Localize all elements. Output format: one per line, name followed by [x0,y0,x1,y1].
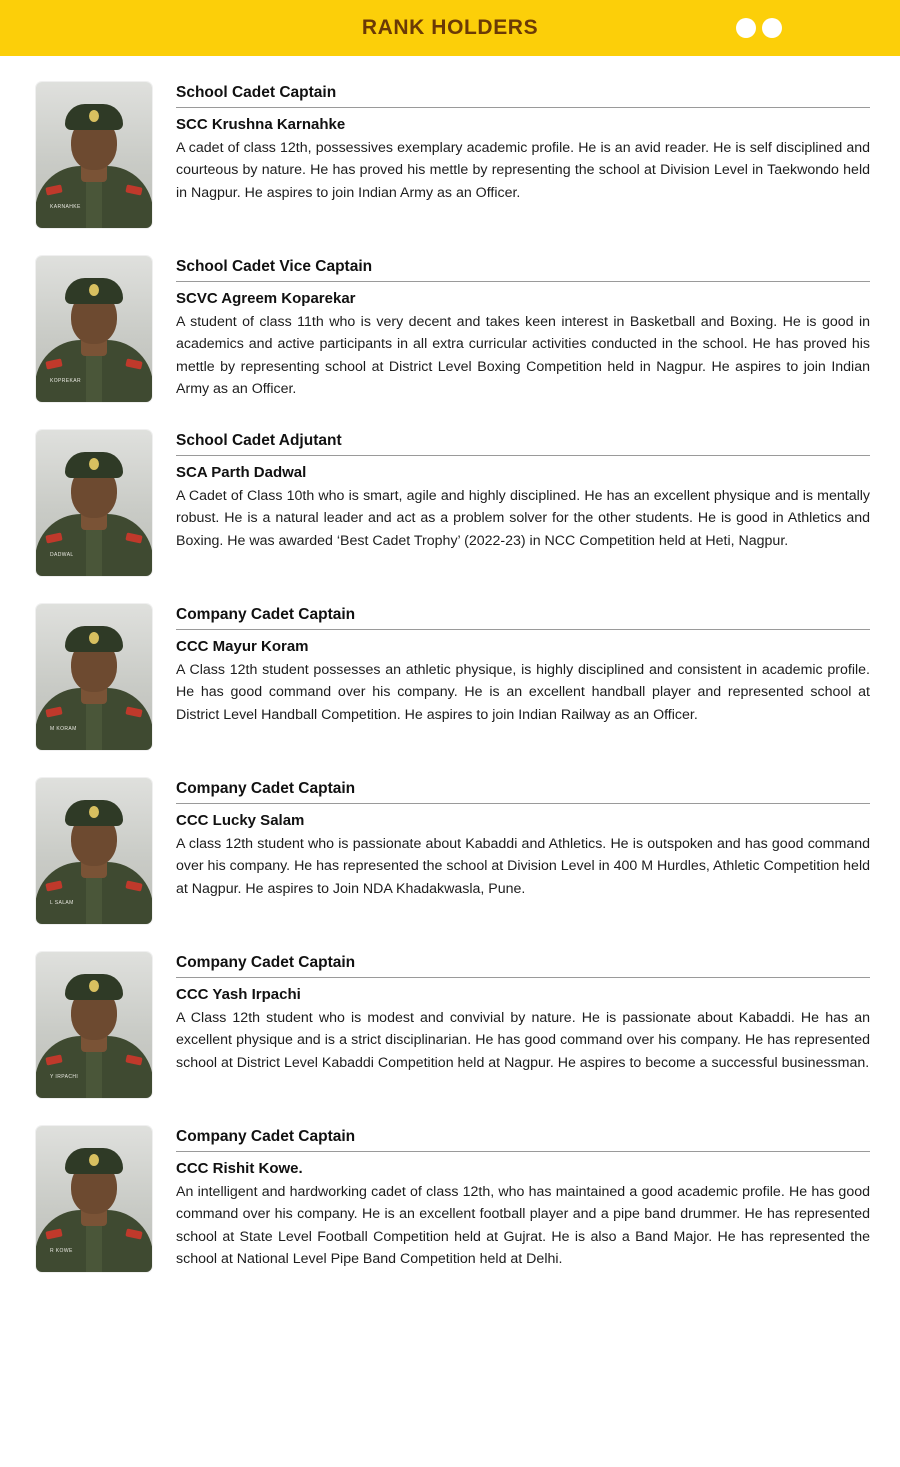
cadet-details [176,78,870,204]
photo-nameplate: M KORAM [50,726,77,732]
cadet-description: A Cadet of Class 10th who is smart, agile and highly disciplined. He has an excellent physique and is mentally robust. He is a natural leader and act as a problem solver for the other students. He is good in Athletics and Boxing. He was awarded ‘Best Cadet Trophy’ (2022-23) in NCC Competition held at Heti, Nagpur. [176,488,870,549]
cadet-photo-wrapper [36,252,152,402]
list-item [36,1122,870,1272]
cadet-photo [36,952,152,1098]
cadet-role: School Cadet Captain [176,84,870,108]
cadet-photo [36,778,152,924]
cadet-role: Company Cadet Captain [176,1128,870,1152]
cadet-photo-wrapper [36,774,152,924]
list-item [36,600,870,750]
cadet-photo-wrapper [36,1122,152,1272]
dot-icon [762,18,782,38]
ncc-cap-icon [65,800,123,826]
list-item [36,252,870,402]
list-item [36,426,870,576]
cadet-name: SCVC Agreem Koparekar [176,290,356,307]
photo-nameplate: Y IRPACHI [50,1074,79,1080]
cadet-details [176,600,870,726]
page-header [0,0,900,56]
cadet-name: SCC Krushna Karnahke [176,116,346,133]
cadet-details [176,948,870,1074]
cadet-description: A cadet of class 12th, possessives exemplary academic profile. He is an avid reader. He is self disciplined and courteous by nature. He has proved his mettle by representing the school at Division Level in Taekwondo held in Nagpur. He aspires to join Indian Army as an Officer. [176,140,870,201]
photo-nameplate: L SALAM [50,900,74,906]
cadet-details [176,252,870,401]
ncc-cap-icon [65,278,123,304]
cadet-name: CCC Rishit Kowe. [176,1160,303,1177]
cadet-details [176,774,870,900]
cadet-photo-wrapper [36,78,152,228]
list-item [36,774,870,924]
ncc-cap-icon [65,452,123,478]
cadet-role: Company Cadet Captain [176,954,870,978]
cadet-description: A student of class 11th who is very decent and takes keen interest in Basketball and Boxing. He is good in academics and active participants in all extra curricular activities conducted in the school. He has proved his mettle by representing school at District Level Boxing Competition held in Nagpur. He aspires to join Indian Army as an Officer. [176,314,870,398]
photo-nameplate: R KOWE [50,1248,73,1254]
list-item [36,78,870,228]
list-item [36,948,870,1098]
header-dots [736,18,782,38]
cadet-name: SCA Parth Dadwal [176,464,307,481]
cadet-photo [36,604,152,750]
photo-nameplate: KOPREKAR [50,378,81,384]
cadet-details [176,426,870,552]
cadet-photo-wrapper [36,600,152,750]
cadet-role: School Cadet Adjutant [176,432,870,456]
cadet-name: CCC Mayur Koram [176,638,309,655]
cadet-name: CCC Lucky Salam [176,812,305,829]
cadet-details [176,1122,870,1271]
cadet-photo-wrapper [36,948,152,1098]
ncc-cap-icon [65,104,123,130]
photo-nameplate: DADWAL [50,552,74,558]
cadet-photo [36,1126,152,1272]
cadet-description: A class 12th student who is passionate about Kabaddi and Athletics. He is outspoken and has good command over his company. He has represented the school at Division Level in 400 M Hurdles, Athletic Competition held at Nagpur. He aspires to Join NDA Khadakwasla, Pune. [176,836,870,897]
cadet-photo-wrapper [36,426,152,576]
dot-icon [736,18,756,38]
photo-nameplate: KARNAHKE [50,204,81,210]
rank-holders-list [0,56,900,1306]
cadet-photo [36,430,152,576]
ncc-cap-icon [65,626,123,652]
cadet-description: A Class 12th student possesses an athletic physique, is highly disciplined and consistent in academic profile. He has good command over his company. He is an excellent handball player and represented school at District Level Handball Competition. He aspires to join Indian Railway as an Officer. [176,662,870,723]
ncc-cap-icon [65,1148,123,1174]
cadet-photo [36,256,152,402]
cadet-role: Company Cadet Captain [176,606,870,630]
cadet-description: A Class 12th student who is modest and convivial by nature. He is passionate about Kabaddi. He has an excellent physique and is a strict disciplinarian. He has good command over his company. He has represented school at District Level Kabaddi Competition held at Nagpur. He aspires to become a successful businessman. [176,1010,870,1071]
cadet-name: CCC Yash Irpachi [176,986,301,1003]
ncc-cap-icon [65,974,123,1000]
cadet-photo [36,82,152,228]
cadet-role: School Cadet Vice Captain [176,258,870,282]
cadet-role: Company Cadet Captain [176,780,870,804]
cadet-description: An intelligent and hardworking cadet of class 12th, who has maintained a good academic profile. He has good command over his company. He is an excellent football player and a pipe band drummer. He has represented school at State Level Football Competition held at Gujrat. He is also a Band Major. He has represented the school at National Level Pipe Band Competition held at Delhi. [176,1184,870,1268]
page-title: RANK HOLDERS [361,16,539,39]
